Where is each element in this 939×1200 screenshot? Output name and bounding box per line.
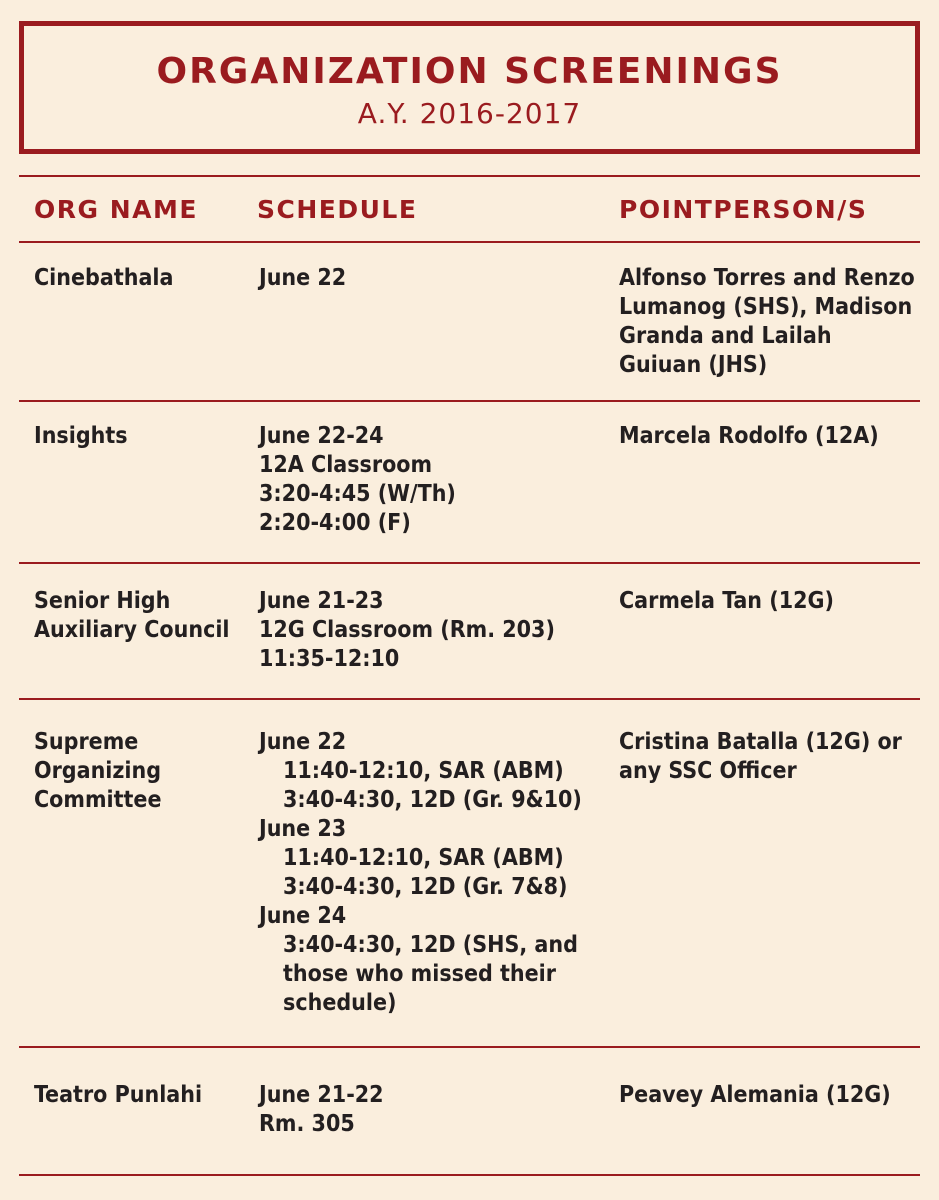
schedule-line: 2:20-4:00 (F): [259, 510, 411, 536]
org-name-line: Committee: [34, 787, 162, 813]
row-soc-org: [34, 728, 264, 815]
pointperson-line: Lumanog (SHS), Madison: [619, 294, 913, 320]
row-teatro-org: [34, 1081, 264, 1110]
row-shac-org: [34, 587, 264, 645]
row-cinebathala-pointperson: [619, 264, 924, 380]
org-name-line: Insights: [34, 423, 128, 449]
schedule-slot-line: schedule): [283, 990, 397, 1016]
schedule-line: Rm. 305: [259, 1111, 355, 1137]
schedule-slot-line: 3:40-4:30, 12D (Gr. 9&10): [283, 787, 582, 813]
page-title: ORGANIZATION SCREENINGS: [156, 51, 783, 92]
schedule-line: 12G Classroom (Rm. 203): [259, 617, 555, 643]
schedule-line: June 21-23: [259, 588, 384, 614]
row-divider: [19, 400, 920, 402]
schedule-slot-line: 3:40-4:30, 12D (Gr. 7&8): [283, 874, 568, 900]
row-insights-schedule: [259, 422, 609, 538]
row-teatro-schedule: [259, 1081, 609, 1139]
row-shac-schedule: [259, 587, 609, 674]
schedule-slot-line: 11:40-12:10, SAR (ABM): [283, 758, 564, 784]
column-header-pointperson: POINTPERSON/S: [619, 195, 868, 224]
org-name-line: Teatro Punlahi: [34, 1082, 203, 1108]
schedule-date-line: June 24: [259, 903, 347, 929]
row-teatro-pointperson: [619, 1081, 924, 1110]
org-name-line: Senior High: [34, 588, 171, 614]
row-divider: [19, 1046, 920, 1048]
org-name-line: Cinebathala: [34, 265, 174, 291]
schedule-line: June 21-22: [259, 1082, 384, 1108]
column-header-schedule: SCHEDULE: [257, 195, 418, 224]
row-soc-pointperson: [619, 728, 924, 786]
schedule-slot-line: those who missed their: [283, 961, 556, 987]
schedule-line: 3:20-4:45 (W/Th): [259, 481, 456, 507]
column-header-org-name: ORG NAME: [34, 195, 198, 224]
org-name-line: Supreme: [34, 729, 139, 755]
pointperson-line: Guiuan (JHS): [619, 352, 768, 378]
row-divider: [19, 562, 920, 564]
org-name-line: Organizing: [34, 758, 162, 784]
schedule-line: 11:35-12:10: [259, 646, 400, 672]
schedule-slot-line: 3:40-4:30, 12D (SHS, and: [283, 932, 578, 958]
schedule-date-line: June 22: [259, 729, 347, 755]
pointperson-line: Granda and Lailah: [619, 323, 832, 349]
header-bottom-rule: [19, 241, 920, 243]
schedule-date-line: June 23: [259, 816, 347, 842]
pointperson-line: Cristina Batalla (12G) or: [619, 729, 902, 755]
row-cinebathala-schedule: [259, 264, 609, 293]
schedule-line: June 22: [259, 265, 347, 291]
schedule-line: 12A Classroom: [259, 452, 433, 478]
org-name-line: Auxiliary Council: [34, 617, 230, 643]
row-cinebathala-org: [34, 264, 264, 293]
pointperson-line: Peavey Alemania (12G): [619, 1082, 891, 1108]
table-top-rule: [19, 175, 920, 177]
pointperson-line: Carmela Tan (12G): [619, 588, 834, 614]
pointperson-line: Alfonso Torres and Renzo: [619, 265, 915, 291]
header-box: [19, 21, 920, 154]
row-soc-schedule: [259, 728, 609, 1018]
row-insights-org: [34, 422, 264, 451]
table-bottom-rule: [19, 1174, 920, 1176]
academic-year-subtitle: A.Y. 2016-2017: [357, 97, 582, 130]
row-insights-pointperson: [619, 422, 924, 451]
schedule-line: June 22-24: [259, 423, 384, 449]
row-divider: [19, 698, 920, 700]
pointperson-line: Marcela Rodolfo (12A): [619, 423, 879, 449]
row-shac-pointperson: [619, 587, 924, 616]
pointperson-line: any SSC Officer: [619, 758, 797, 784]
schedule-slot-line: 11:40-12:10, SAR (ABM): [283, 845, 564, 871]
